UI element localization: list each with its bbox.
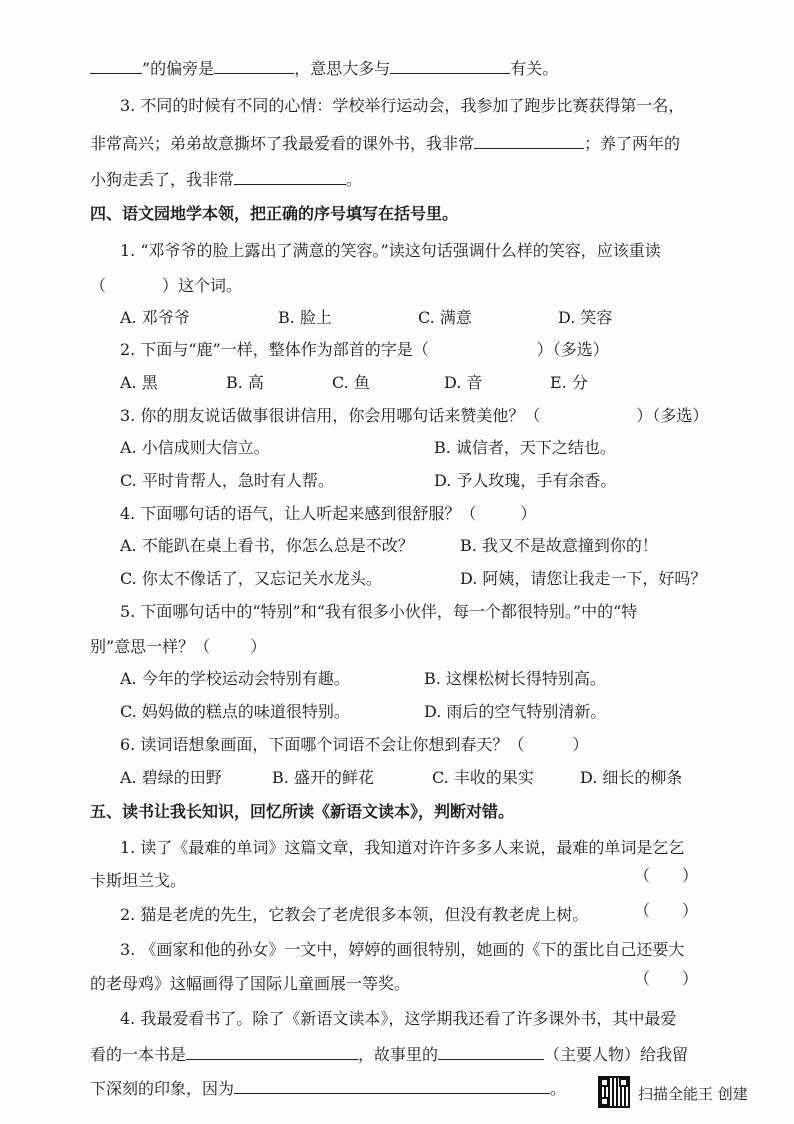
option-b[interactable]: B. 盛开的鲜花 bbox=[272, 768, 374, 787]
section-5-heading: 五、读书让我长知识，回忆所读《新语文读本》，判断对错。 bbox=[90, 802, 515, 821]
question-3-line-2: 非常高兴；弟弟故意撕坏了我最爱看的课外书，我非常 ；养了两年的 bbox=[90, 134, 681, 153]
option-d[interactable]: D. 阿姨，请您让我走一下，好吗？ bbox=[460, 569, 707, 588]
option-a[interactable]: A. 小信成则大信立。 bbox=[120, 438, 270, 457]
option-d[interactable]: D. 予人玫瑰，手有余香。 bbox=[434, 471, 617, 490]
answer-blank[interactable] bbox=[474, 132, 584, 149]
answer-blank[interactable] bbox=[234, 168, 346, 185]
scanner-watermark: 扫描全能王 创建 bbox=[638, 1085, 748, 1103]
s4-q5-stem: 5. 下面哪句话中的“特别”和“我有很多小伙伴，每一个都很特别。”中的“特 bbox=[120, 602, 638, 621]
option-b[interactable]: B. 这棵松树长得特别高。 bbox=[424, 669, 606, 688]
s4-q1-stem-2: （ ）这个词。 bbox=[90, 276, 243, 295]
option-a[interactable]: A. 邓爷爷 bbox=[120, 308, 190, 327]
answer-blank[interactable] bbox=[390, 57, 510, 74]
option-d[interactable]: D. 雨后的空气特别清新。 bbox=[424, 702, 607, 721]
option-d[interactable]: D. 音 bbox=[444, 373, 483, 392]
s4-q5-stem-2: 别”意思一样？（ ） bbox=[90, 637, 267, 656]
judgement-paren[interactable]: （ ） bbox=[634, 866, 699, 885]
s5-q1-line-1: 1. 读了《最难的单词》这篇文章，我知道对许许多多人来说，最难的单词是乞乞 bbox=[120, 838, 685, 857]
option-b[interactable]: B. 高 bbox=[226, 373, 264, 392]
s5-q4-line-2: 看的一本书是 ，故事里的 （主要人物）给我留 bbox=[90, 1045, 689, 1064]
option-b[interactable]: B. 脸上 bbox=[278, 308, 332, 327]
answer-blank[interactable] bbox=[90, 57, 142, 74]
option-b[interactable]: B. 诚信者，天下之结也。 bbox=[434, 438, 616, 457]
option-c[interactable]: C. 鱼 bbox=[332, 373, 370, 392]
option-a[interactable]: A. 今年的学校运动会特别有趣。 bbox=[120, 669, 350, 688]
s4-q1-stem: 1. “邓爷爷的脸上露出了满意的笑容。”读这句话强调什么样的笑容，应该重读 bbox=[120, 241, 661, 260]
option-c[interactable]: C. 妈妈做的糕点的味道很特别。 bbox=[120, 702, 350, 721]
answer-blank[interactable] bbox=[186, 1043, 358, 1060]
option-a[interactable]: A. 碧绿的田野 bbox=[120, 768, 222, 787]
s4-q2-stem: 2. 下面与“鹿”一样，整体作为部首的字是（ ）（多选） bbox=[120, 340, 609, 359]
option-e[interactable]: E. 分 bbox=[550, 373, 588, 392]
s5-q3-line-2: 的老母鸡》这幅画得了国际儿童画展一等奖。 bbox=[90, 974, 411, 993]
s4-q4-stem: 4. 下面哪句话的语气，让人听起来感到很舒服？（ ） bbox=[120, 504, 537, 523]
option-c[interactable]: C. 丰收的果实 bbox=[432, 768, 534, 787]
answer-blank[interactable] bbox=[438, 1043, 544, 1060]
section-4-heading: 四、语文园地学本领，把正确的序号填写在括号里。 bbox=[90, 204, 459, 223]
s5-q1-line-2: 卡斯坦兰戈。 bbox=[90, 871, 187, 890]
s5-q4-line-3: 下深刻的印象，因为 。 bbox=[90, 1079, 567, 1098]
s5-q4-line-1: 4. 我最爱看书了。除了《新语文读本》，这学期我还看了许多课外书，其中最爱 bbox=[120, 1009, 677, 1028]
s4-q3-stem: 3. 你的朋友说话做事很讲信用，你会用哪句话来赞美他？（ ）（多选） bbox=[120, 406, 709, 425]
s5-q2-line-1: 2. 猫是老虎的先生，它教会了老虎很多本领，但没有教老虎上树。 bbox=[120, 905, 589, 924]
question-3-line-3: 小狗走丢了，我非常 。 bbox=[90, 170, 363, 189]
option-d[interactable]: D. 笑容 bbox=[558, 308, 613, 327]
option-c[interactable]: C. 满意 bbox=[418, 308, 472, 327]
s4-q6-stem: 6. 读词语想象画面，下面哪个词语不会让你想到春天？（ ） bbox=[120, 735, 589, 754]
option-c[interactable]: C. 你太不像话了，又忘记关水龙头。 bbox=[120, 569, 382, 588]
s5-q3-line-1: 3. 《画家和他的孙女》一文中，婷婷的画很特别，她画的《下的蛋比自己还要大 bbox=[120, 940, 685, 959]
option-c[interactable]: C. 平时肯帮人，急时有人帮。 bbox=[120, 471, 334, 490]
answer-blank[interactable] bbox=[234, 1077, 550, 1094]
option-a[interactable]: A. 不能趴在桌上看书，你怎么总是不改？ bbox=[120, 536, 414, 555]
question-3-line-1: 3. 不同的时候有不同的心情：学校举行运动会，我参加了跑步比赛获得第一名， bbox=[120, 96, 685, 115]
option-d[interactable]: D. 细长的柳条 bbox=[580, 768, 683, 787]
continuation-line: ”的偏旁是 ，意思大多与 有关。 bbox=[0, 57, 794, 80]
judgement-paren[interactable]: （ ） bbox=[634, 901, 699, 920]
option-a[interactable]: A. 黑 bbox=[120, 373, 158, 392]
answer-blank[interactable] bbox=[214, 57, 294, 74]
option-b[interactable]: B. 我又不是故意撞到你的！ bbox=[460, 536, 658, 555]
qr-code-icon bbox=[598, 1076, 630, 1108]
judgement-paren[interactable]: （ ） bbox=[634, 969, 699, 988]
